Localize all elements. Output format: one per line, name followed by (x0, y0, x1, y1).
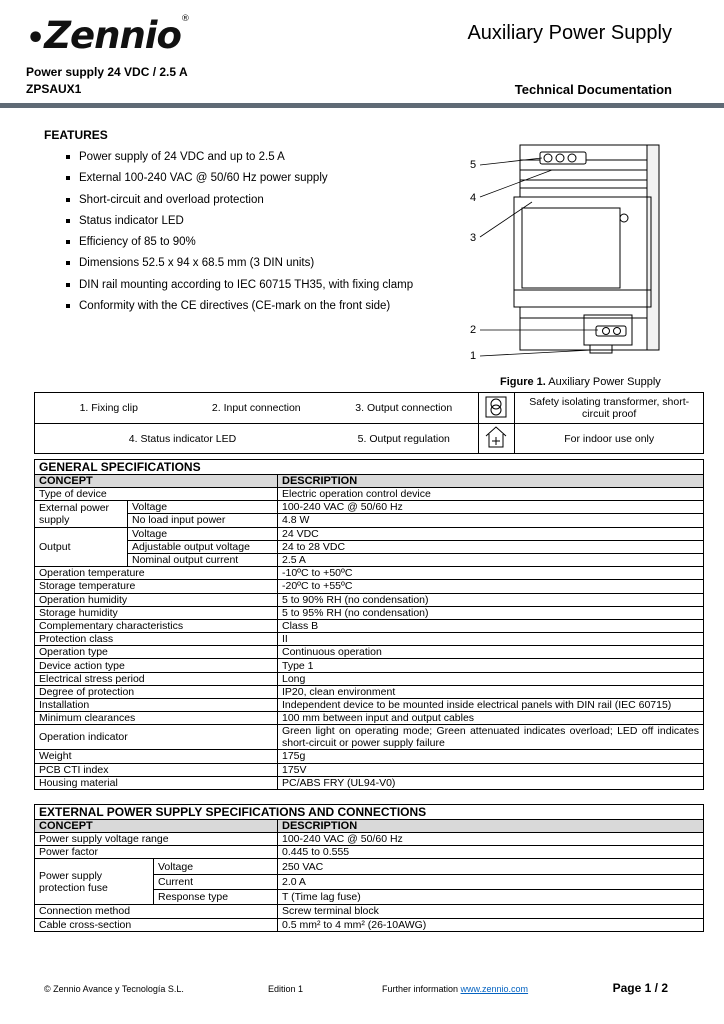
footer-edition: Edition 1 (268, 984, 304, 994)
callout-4: 4 (470, 192, 477, 204)
input-terminal-block (596, 326, 626, 336)
callout-1: 1 (470, 350, 477, 362)
features-list (64, 148, 413, 318)
table-row: Power factor 0.445 to 0.555 (35, 846, 704, 859)
callout-5: 5 (470, 159, 477, 171)
table-row: Protection class II (35, 633, 704, 646)
document-title: Auxiliary Power Supply (467, 22, 672, 44)
features-title: FEATURES (44, 128, 108, 142)
footer-more-info-text: Further information (382, 984, 461, 994)
legend-item-1: 1. Fixing clip (35, 393, 183, 424)
page-total: 2 (661, 981, 668, 995)
table-row: Device action type Type 1 (35, 659, 704, 672)
output-group: Output (35, 527, 128, 567)
brand-name: Zennio (44, 14, 181, 57)
fuse-group: Power supply protection fuse (35, 859, 154, 905)
feature-item: Conformity with the CE directives (CE-mark on the front side) (64, 297, 413, 318)
table-row: Power supply protection fuse Voltage 250 VAC (35, 859, 704, 875)
external-specs-title: EXTERNAL POWER SUPPLY SPECIFICATIONS AND CONNECTIONS (35, 805, 704, 820)
table-row: Type of device Electric operation control device (35, 488, 704, 501)
indoor-symbol-cell (478, 424, 515, 454)
table-row: Operation humidity 5 to 90% RH (no condensation) (35, 593, 704, 606)
feature-item: Power supply of 24 VDC and up to 2.5 A (64, 148, 413, 169)
footer-company: © Zennio Avance y Tecnología S.L. (44, 984, 184, 994)
legend-item-3: 3. Output connection (330, 393, 478, 424)
table-row: Connection method Screw terminal block (35, 905, 704, 918)
external-supply-group: External power supply (35, 501, 128, 527)
table-row: No load input power 4.8 W (35, 514, 704, 527)
table-row: Degree of protection IP20, clean environment (35, 685, 704, 698)
legend-item-2: 2. Input connection (183, 393, 330, 424)
fixing-clip (590, 345, 612, 353)
table-row: Installation Independent device to be mounted inside electrical panels with DIN rail (IEC 60715) (35, 699, 704, 712)
external-col-concept: CONCEPT (35, 820, 278, 833)
external-supply-specifications-table (34, 804, 704, 932)
table-row: Housing material PC/ABS FRY (UL94-V0) (35, 776, 704, 789)
transformer-symbol-text: Safety isolating transformer, short-circuit proof (515, 393, 704, 424)
device-side-panel (647, 145, 659, 350)
general-col-description: DESCRIPTION (278, 475, 704, 488)
legend-item-4: 4. Status indicator LED (35, 424, 331, 454)
table-row: Storage humidity 5 to 95% RH (no condensation) (35, 606, 704, 619)
general-specifications-table (34, 459, 704, 790)
legend-table (34, 392, 704, 454)
logo-dot-icon: • (26, 21, 45, 56)
website-link[interactable]: www.zennio.com (460, 984, 529, 994)
table-row: Weight 175g (35, 750, 704, 763)
table-row: Power supply voltage range 100-240 VAC @ 50/60 Hz (35, 833, 704, 846)
feature-item: Efficiency of 85 to 90% (64, 233, 413, 254)
table-row: Response type T (Time lag fuse) (35, 890, 704, 905)
figure-caption-label: Figure 1. (500, 376, 546, 388)
table-row: Operation temperature -10ºC to +50ºC (35, 567, 704, 580)
header-divider (0, 103, 724, 108)
indoor-use-house-icon (483, 424, 509, 450)
table-row: Output Voltage 24 VDC (35, 527, 704, 540)
table-row: Cable cross-section 0.5 mm² to 4 mm² (26-10AWG) (35, 918, 704, 931)
table-row: External power supply Voltage 100-240 VAC @ 50/60 Hz (35, 501, 704, 514)
indoor-symbol-text: For indoor use only (515, 424, 704, 454)
table-row: Operation indicator Green light on operating mode; Green attenuated indicates overload; LED off indicates short-circuit or power supply failure (35, 725, 704, 750)
safety-transformer-icon (483, 394, 509, 420)
table-row: Storage temperature -20ºC to +55ºC (35, 580, 704, 593)
page-current: 1 (644, 981, 652, 995)
table-row: PCB CTI index 175V (35, 763, 704, 776)
table-row: Current 2.0 A (35, 875, 704, 890)
document-type: Technical Documentation (514, 82, 672, 97)
feature-item: External 100-240 VAC @ 50/60 Hz power supply (64, 169, 413, 190)
table-row: Nominal output current 2.5 A (35, 553, 704, 566)
legend-item-5: 5. Output regulation (330, 424, 478, 454)
table-row: Operation type Continuous operation (35, 646, 704, 659)
figure-caption-text: Auxiliary Power Supply (545, 376, 661, 388)
transformer-symbol-cell (478, 393, 515, 424)
page-number: Page 1 / 2 (612, 981, 668, 995)
table-row: Electrical stress period Long (35, 672, 704, 685)
product-code: ZPSAUX1 (26, 82, 82, 96)
general-col-concept: CONCEPT (35, 475, 278, 488)
table-row: Adjustable output voltage 24 to 28 VDC (35, 540, 704, 553)
feature-item: Short-circuit and overload protection (64, 191, 413, 212)
feature-item: DIN rail mounting according to IEC 60715 TH35, with fixing clamp (64, 276, 413, 297)
device-front-window (522, 208, 620, 288)
footer-more-info (382, 984, 528, 994)
figure-caption (500, 376, 661, 388)
general-specs-title: GENERAL SPECIFICATIONS (35, 460, 704, 475)
feature-item: Dimensions 52.5 x 94 x 68.5 mm (3 DIN units) (64, 254, 413, 275)
table-row: Minimum clearances 100 mm between input and output cables (35, 712, 704, 725)
callout-2: 2 (470, 324, 477, 336)
external-col-description: DESCRIPTION (278, 820, 704, 833)
device-illustration (462, 140, 672, 365)
registered-mark: ® (180, 14, 189, 24)
product-line: Power supply 24 VDC / 2.5 A (26, 65, 188, 79)
callout-3: 3 (470, 232, 477, 244)
table-row: Complementary characteristics Class B (35, 619, 704, 632)
feature-item: Status indicator LED (64, 212, 413, 233)
zennio-logo (26, 14, 189, 57)
